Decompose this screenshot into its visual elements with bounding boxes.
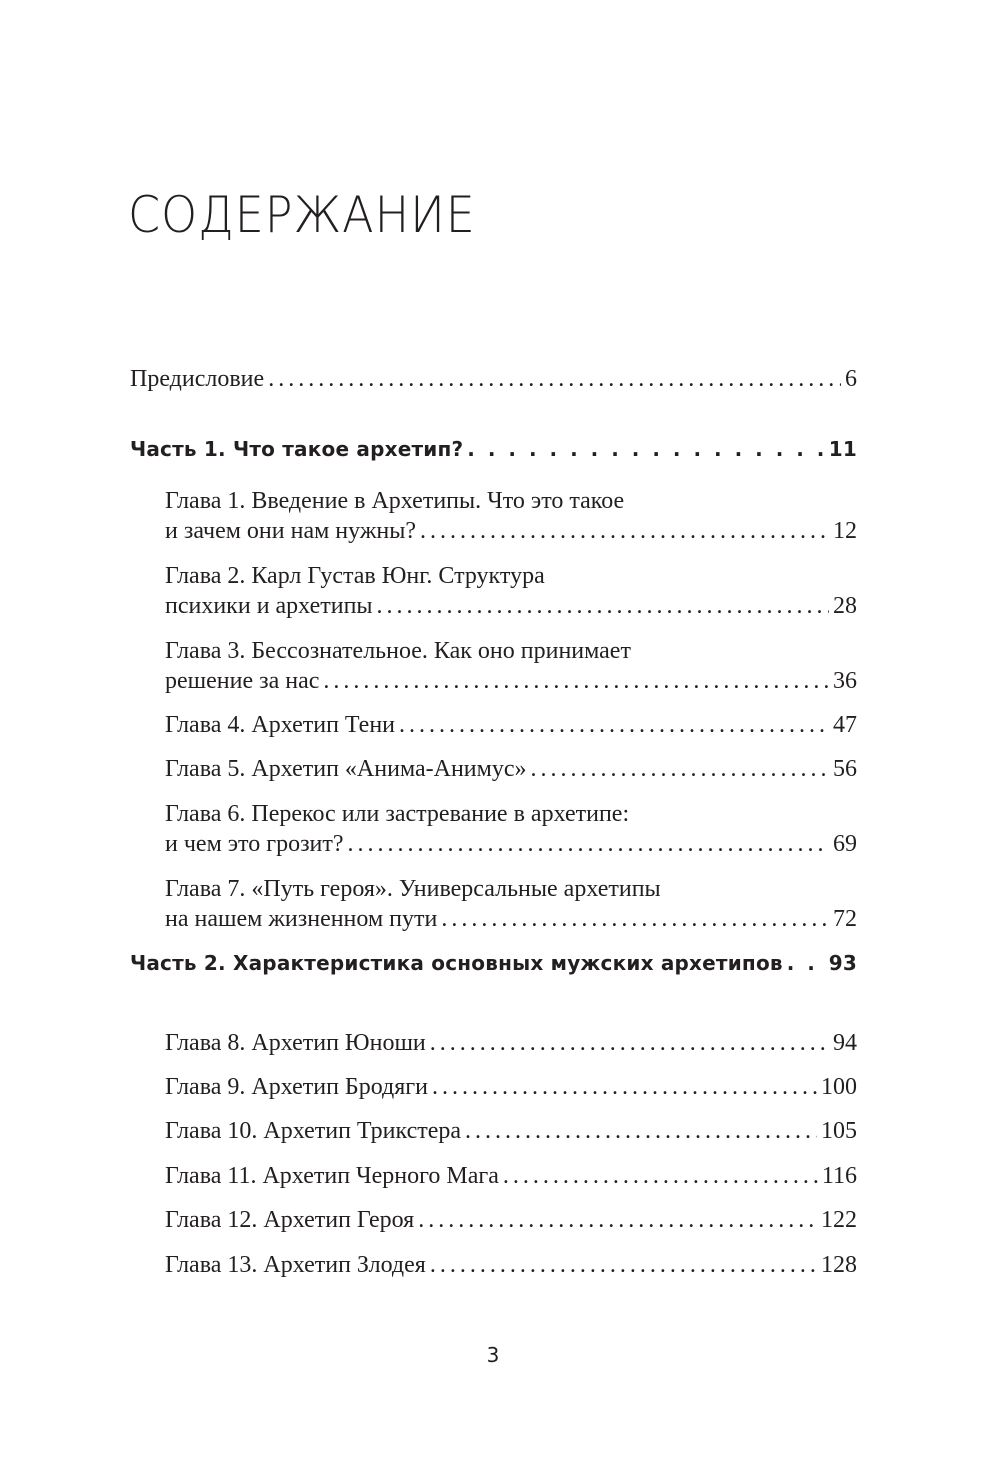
dot-leader [418, 1207, 817, 1234]
part-label: Часть 1. Что такое архетип? [130, 437, 464, 461]
chapter-page: 100 [821, 1074, 857, 1100]
chapter-page: 122 [821, 1207, 857, 1233]
chapter-page: 56 [833, 756, 857, 782]
chapter-page: 72 [833, 906, 857, 932]
toc-chapter-4 [165, 712, 857, 742]
dot-leader [399, 712, 829, 739]
dot-leader [377, 593, 829, 620]
chapter-title: Глава 1. Введение в Архетипы. Что это такое [165, 488, 625, 514]
chapter-page: 94 [833, 1030, 857, 1056]
chapter-page: 47 [833, 712, 857, 738]
chapter-title: Глава 2. Карл Густав Юнг. Структура [165, 563, 545, 589]
page-title: СОДЕРЖАНИЕ [128, 186, 476, 244]
chapter-title: Глава 6. Перекос или застревание в архетипе: [165, 801, 630, 827]
chapter-page: 36 [833, 668, 857, 694]
chapter-title-cont: психики и архетипы [165, 593, 373, 619]
chapter-title-cont: и зачем они нам нужны? [165, 518, 417, 544]
chapter-title: Глава 12. Архетип Героя [165, 1207, 415, 1233]
part-page: 11 [828, 437, 857, 461]
chapter-title: Глава 3. Бессознательное. Как оно принимает [165, 638, 631, 664]
dot-leader [420, 518, 829, 545]
toc-chapter-11 [165, 1163, 857, 1193]
dot-leader [465, 1118, 817, 1145]
entry-page: 6 [845, 366, 857, 392]
toc-preface [130, 366, 857, 396]
dot-leader [530, 756, 829, 783]
toc-chapter-3 [165, 638, 857, 698]
chapter-title: Глава 13. Архетип Злодея [165, 1252, 426, 1278]
dot-leader [348, 831, 829, 858]
chapter-title: Глава 5. Архетип «Анима-Анимус» [165, 756, 527, 782]
toc-chapter-10 [165, 1118, 857, 1148]
chapter-page: 116 [821, 1163, 857, 1189]
chapter-title-cont: на нашем жизненном пути [165, 906, 438, 932]
dot-leader [268, 366, 841, 393]
toc-chapter-2 [165, 563, 857, 623]
dot-leader [787, 951, 825, 975]
page-number: 3 [486, 1343, 500, 1367]
toc-chapter-9 [165, 1074, 857, 1104]
part-label: Часть 2. Характеристика основных мужских архетипов [130, 951, 783, 975]
dot-leader [430, 1030, 829, 1057]
toc-chapter-7 [165, 876, 857, 936]
chapter-page: 128 [821, 1252, 857, 1278]
toc-chapter-13 [165, 1252, 857, 1282]
chapter-title: Глава 8. Архетип Юноши [165, 1030, 426, 1056]
dot-leader [441, 906, 829, 933]
chapter-title: Глава 9. Архетип Бродяги [165, 1074, 428, 1100]
chapter-page: 28 [833, 593, 857, 619]
toc-chapter-8 [165, 1030, 857, 1060]
chapter-page: 69 [833, 831, 857, 857]
chapter-title-cont: и чем это грозит? [165, 831, 344, 857]
toc-chapter-1 [165, 488, 857, 548]
toc-part-2 [130, 951, 857, 981]
dot-leader [467, 437, 824, 461]
chapter-page: 12 [833, 518, 857, 544]
dot-leader [503, 1163, 818, 1190]
part-page: 93 [828, 951, 857, 975]
toc-chapter-12 [165, 1207, 857, 1237]
chapter-title: Глава 11. Архетип Черного Мага [165, 1163, 499, 1189]
chapter-title: Глава 4. Архетип Тени [165, 712, 396, 738]
toc-part-1 [130, 437, 857, 467]
chapter-title: Глава 10. Архетип Трикстера [165, 1118, 462, 1144]
chapter-page: 105 [821, 1118, 857, 1144]
toc-chapter-6 [165, 801, 857, 861]
dot-leader [432, 1074, 817, 1101]
entry-label: Предисловие [130, 366, 265, 392]
dot-leader [323, 668, 829, 695]
toc-chapter-5 [165, 756, 857, 786]
chapter-title: Глава 7. «Путь героя». Универсальные архетипы [165, 876, 661, 902]
chapter-title-cont: решение за нас [165, 668, 320, 694]
dot-leader [430, 1252, 817, 1279]
